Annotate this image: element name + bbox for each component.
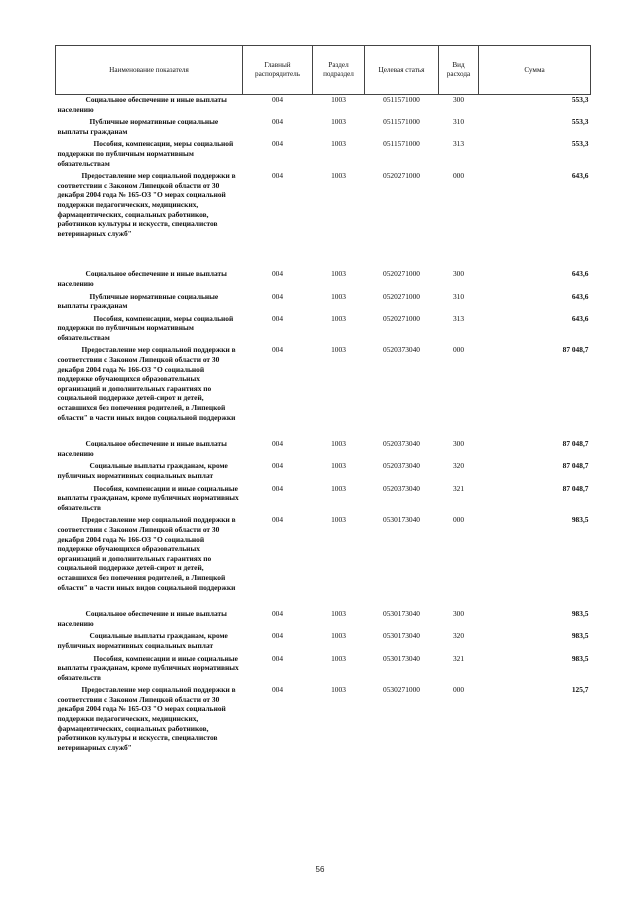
row-ministry: 004: [271, 461, 284, 471]
row-section: 1003: [331, 609, 346, 619]
table-row: [56, 609, 591, 631]
row-name: Социальное обеспечение и иные выплаты населению: [57, 439, 227, 458]
row-expense: 313: [452, 139, 465, 149]
row-section: 1003: [331, 631, 346, 641]
row-name: Пособия, компенсации, меры социальной поддержки по публичным нормативным обязательствам: [57, 139, 234, 168]
row-sum: 983,5: [571, 609, 589, 619]
row-expense: 320: [452, 461, 465, 471]
row-ministry: 004: [271, 483, 284, 493]
row-expense: 000: [452, 171, 465, 181]
table-row: [56, 269, 591, 291]
row-sum: 87 048,7: [562, 483, 589, 493]
row-target: 0520271000: [383, 291, 420, 301]
col-header-section: Раздел подраздел: [313, 46, 365, 95]
row-section: 1003: [331, 117, 346, 127]
table-row: [56, 515, 591, 609]
table-row: [56, 292, 591, 314]
row-target: 0520271000: [383, 313, 420, 323]
row-ministry: 004: [271, 515, 284, 525]
row-name: Пособия, компенсации и иные социальные выплаты гражданам, кроме публичных нормативных обязательств: [57, 653, 239, 682]
row-sum: 983,5: [571, 653, 589, 663]
row-target: 0530173040: [383, 631, 420, 641]
row-section: 1003: [331, 685, 346, 695]
row-sum: 643,6: [571, 291, 589, 301]
row-section: 1003: [331, 439, 346, 449]
row-sum: 983,5: [571, 515, 589, 525]
row-section: 1003: [331, 139, 346, 149]
row-expense: 320: [452, 631, 465, 641]
row-target: 0530173040: [383, 609, 420, 619]
row-target: 0520373040: [383, 439, 420, 449]
row-target: 0520373040: [383, 483, 420, 493]
row-target: 0511571000: [383, 139, 420, 149]
row-expense: 321: [452, 483, 465, 493]
row-expense: 300: [452, 609, 465, 619]
row-expense: 000: [452, 685, 465, 695]
row-section: 1003: [331, 269, 346, 279]
table-row: [56, 171, 591, 269]
row-expense: 300: [452, 439, 465, 449]
table-row: [56, 95, 591, 118]
row-name: Социальные выплаты гражданам, кроме публичных нормативных социальных выплат: [57, 631, 228, 650]
col-header-ministry: Главный распорядитель: [243, 46, 313, 95]
row-ministry: 004: [271, 313, 284, 323]
row-name: Социальное обеспечение и иные выплаты населению: [57, 95, 227, 114]
row-target: 0520271000: [383, 269, 420, 279]
row-target: 0520373040: [383, 345, 420, 355]
table-body: [56, 95, 591, 756]
row-name: Социальное обеспечение и иные выплаты населению: [57, 609, 227, 628]
table-row: [56, 631, 591, 653]
row-section: 1003: [331, 515, 346, 525]
row-ministry: 004: [271, 269, 284, 279]
row-ministry: 004: [271, 117, 284, 127]
col-header-sum: Сумма: [479, 46, 591, 95]
col-header-target: Целевая статья: [365, 46, 439, 95]
row-ministry: 004: [271, 95, 284, 104]
row-target: 0530173040: [383, 515, 420, 525]
row-sum: 87 048,7: [562, 345, 589, 355]
row-name: Публичные нормативные социальные выплаты гражданам: [57, 117, 219, 136]
table-row: [56, 461, 591, 483]
row-sum: 643,6: [571, 313, 589, 323]
table-row: [56, 654, 591, 686]
row-expense: 310: [452, 117, 465, 127]
row-section: 1003: [331, 95, 346, 104]
row-name: Социальное обеспечение и иные выплаты населению: [57, 269, 227, 288]
table-row: [56, 439, 591, 461]
col-header-expense: Вид расхода: [439, 46, 479, 95]
row-section: 1003: [331, 171, 346, 181]
row-name: Социальные выплаты гражданам, кроме публичных нормативных социальных выплат: [57, 461, 228, 480]
row-target: 0530173040: [383, 653, 420, 663]
row-name: Публичные нормативные социальные выплаты гражданам: [57, 291, 219, 311]
row-expense: 313: [452, 313, 465, 323]
row-ministry: 004: [271, 171, 284, 181]
row-ministry: 004: [271, 139, 284, 149]
row-sum: 553,3: [571, 139, 589, 149]
row-target: 0520373040: [383, 461, 420, 471]
row-target: 0530271000: [383, 685, 420, 695]
row-ministry: 004: [271, 631, 284, 641]
row-expense: 300: [452, 95, 465, 104]
row-sum: 553,3: [571, 117, 589, 127]
table-row: [56, 314, 591, 346]
row-target: 0511571000: [383, 95, 420, 104]
row-sum: 643,6: [571, 171, 589, 181]
table-row: [56, 345, 591, 439]
row-expense: 310: [452, 291, 465, 301]
row-name: Предоставление мер социальной поддержки в соответствии с Законом Липецкой области от 30 декабря 2004 года № 165-ОЗ "О мерах социальной поддержки педагогических, медицинских, фармацевтических, социальных работников, работников культуры и искусств, специалистов ветеринарных служб": [57, 685, 236, 752]
row-name: Предоставление мер социальной поддержки в соответствии с Законом Липецкой области от 30 декабря 2004 года № 166-ОЗ "О социальной поддержке обучающихся образовательных организаций и дополнительных гарантиях по социальной поддержке детей-сирот и детей, оставшихся без попечения родителей, в Липецкой области" в части иных видов социальной поддержки: [57, 515, 236, 592]
row-ministry: 004: [271, 345, 284, 355]
row-section: 1003: [331, 461, 346, 471]
row-expense: 321: [452, 653, 465, 663]
row-sum: 125,7: [571, 685, 589, 695]
table-row: [56, 484, 591, 516]
row-target: 0520271000: [383, 171, 420, 181]
row-name: Пособия, компенсации, меры социальной поддержки по публичным нормативным обязательствам: [57, 313, 234, 342]
row-section: 1003: [331, 483, 346, 493]
row-target: 0511571000: [383, 117, 420, 127]
page-number: 56: [315, 865, 325, 874]
row-name: Предоставление мер социальной поддержки в соответствии с Законом Липецкой области от 30 декабря 2004 года № 166-ОЗ "О социальной поддержке обучающихся образовательных организаций и дополнительных гарантиях по социальной поддержке детей-сирот и детей, оставшихся без попечения родителей, в Липецкой области" в части иных видов социальной поддержки: [57, 345, 236, 422]
table-row: [56, 117, 591, 139]
row-sum: 553,3: [571, 95, 589, 104]
col-header-name: Наименование показателя: [56, 46, 243, 95]
row-section: 1003: [331, 345, 346, 355]
row-ministry: 004: [271, 653, 284, 663]
row-sum: 983,5: [571, 631, 589, 641]
row-sum: 87 048,7: [562, 439, 589, 449]
row-ministry: 004: [271, 609, 284, 619]
row-sum: 87 048,7: [562, 461, 589, 471]
row-expense: 000: [452, 515, 465, 525]
row-section: 1003: [331, 313, 346, 323]
row-name: Предоставление мер социальной поддержки в соответствии с Законом Липецкой области от 30 декабря 2004 года № 165-ОЗ "О мерах социальной поддержки педагогических, медицинских, фармацевтических, социальных работников, работников культуры и искусств, специалистов ветеринарных служб": [57, 171, 236, 238]
row-expense: 000: [452, 345, 465, 355]
row-expense: 300: [452, 269, 465, 279]
row-section: 1003: [331, 291, 346, 301]
row-ministry: 004: [271, 439, 284, 449]
row-section: 1003: [331, 653, 346, 663]
row-name: Пособия, компенсации и иные социальные выплаты гражданам, кроме публичных нормативных обязательств: [57, 483, 239, 512]
row-sum: 643,6: [571, 269, 589, 279]
row-ministry: 004: [271, 685, 284, 695]
table-header-row: [56, 46, 591, 95]
table-row: [56, 139, 591, 171]
table-row: [56, 685, 591, 755]
budget-table: [55, 45, 591, 755]
row-ministry: 004: [271, 291, 284, 301]
